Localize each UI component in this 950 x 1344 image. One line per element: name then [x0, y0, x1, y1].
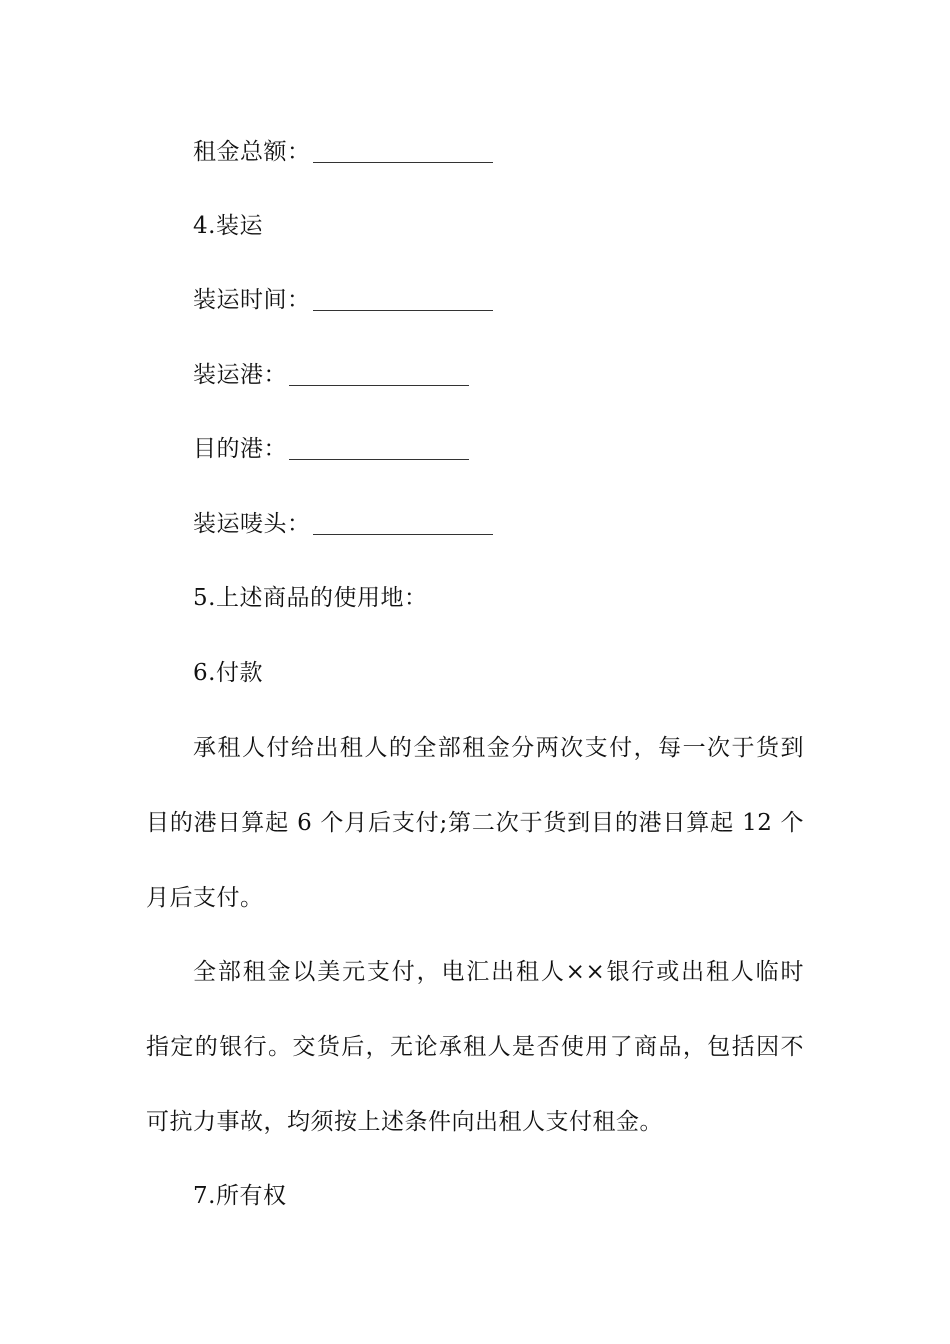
payment-paragraph-2-line-2: 指定的银行。交货后，无论承租人是否使用了商品，包括因不 — [146, 1034, 804, 1060]
dest-port-label: 目的港： — [193, 436, 287, 462]
ship-port-label: 装运港： — [193, 362, 287, 388]
rent-total-field — [193, 137, 493, 167]
ship-port-blank — [289, 384, 469, 386]
dest-port-field — [193, 434, 469, 464]
ship-time-label: 装运时间： — [193, 287, 311, 313]
dest-port-blank — [289, 458, 469, 460]
ship-mark-blank — [313, 533, 493, 535]
ship-time-blank — [313, 309, 493, 311]
section-6-heading: 6.付款 — [193, 660, 263, 686]
section-7-heading: 7.所有权 — [193, 1183, 287, 1209]
payment-paragraph-2-line-1: 全部租金以美元支付，电汇出租人××银行或出租人临时 — [193, 959, 804, 985]
payment-paragraph-1-line-1: 承租人付给出租人的全部租金分两次支付，每一次于货到 — [193, 735, 804, 761]
rent-total-blank — [313, 161, 493, 163]
payment-paragraph-1-line-2: 目的港日算起 6 个月后支付;第二次于货到目的港日算起 12 个 — [146, 810, 804, 836]
payment-paragraph-2-line-3: 可抗力事故，均须按上述条件向出租人支付租金。 — [146, 1109, 663, 1135]
section-4-heading: 4.装运 — [193, 213, 263, 239]
ship-mark-field — [193, 509, 493, 539]
ship-time-field — [193, 285, 493, 315]
ship-mark-label: 装运唛头： — [193, 511, 311, 537]
section-5-heading: 5.上述商品的使用地： — [193, 585, 428, 611]
ship-port-field — [193, 360, 469, 390]
rent-total-label: 租金总额： — [193, 139, 311, 165]
payment-paragraph-1-line-3: 月后支付。 — [146, 885, 264, 911]
